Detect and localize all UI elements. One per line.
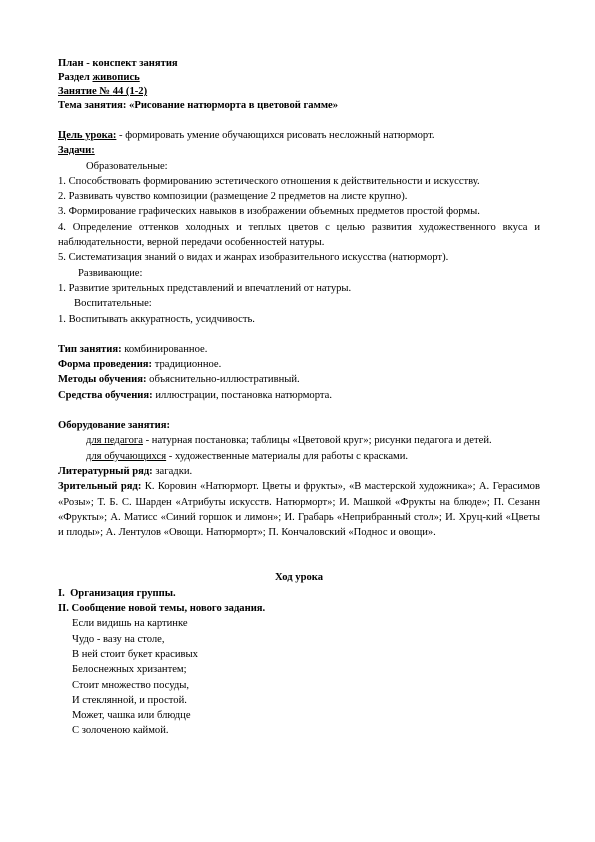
poem-line: Может, чашка или блюдце bbox=[72, 710, 191, 722]
literary-label: Литературный ряд: bbox=[58, 465, 153, 477]
tasks-label: Задачи: bbox=[58, 145, 95, 157]
equipment-students-text: - художественные материалы для работы с красками. bbox=[166, 450, 409, 462]
section-label: Раздел bbox=[58, 72, 90, 83]
lesson-type-line bbox=[58, 342, 540, 357]
poem-line: Белоснежных хризантем; bbox=[72, 664, 187, 676]
equipment-teacher-label: для педагога bbox=[86, 435, 143, 447]
poem-line: Если видишь на картинке bbox=[72, 618, 188, 630]
poem-line: Стоит множество посуды, bbox=[72, 679, 189, 691]
lesson-form-line bbox=[58, 357, 540, 372]
lesson-form-label: Форма проведения: bbox=[58, 359, 153, 371]
poem-line: И стеклянной, и простой. bbox=[72, 694, 187, 706]
educational-item-1: 1. Способствовать формированию эстетического отношения к действительности и искусству. bbox=[58, 175, 480, 187]
lesson-value: 44 (1-2) bbox=[112, 86, 148, 97]
methods-value: объяснительно-иллюстративный. bbox=[146, 374, 300, 386]
educational-item-4: 4. Определение оттенков холодных и теплых цветов с целью развития художественного вкуса и наблюдательности, верной передачи особенностей натуры. bbox=[58, 221, 540, 249]
lesson-label: Занятие № bbox=[58, 86, 111, 97]
means-line bbox=[58, 388, 540, 403]
methods-label: Методы обучения: bbox=[58, 374, 147, 386]
section-line bbox=[58, 71, 540, 85]
poem bbox=[58, 616, 540, 738]
literary-value: загадки. bbox=[152, 465, 193, 477]
doc-heading: План - конспект занятия bbox=[58, 58, 178, 69]
poem-line: С золоченою каймой. bbox=[72, 725, 169, 737]
equipment-label: Оборудование занятия: bbox=[58, 420, 170, 432]
course-title: Ход урока bbox=[274, 572, 324, 584]
goal-label: Цель урока: bbox=[58, 130, 117, 141]
means-label: Средства обучения: bbox=[58, 389, 153, 401]
poem-line: Чудо - вазу на столе, bbox=[72, 633, 165, 645]
educational-item-2: 2. Развивать чувство композиции (размещение 2 предметов на листе крупно). bbox=[58, 191, 408, 203]
lesson-type-value: комбинированное. bbox=[121, 343, 208, 355]
methods-line bbox=[58, 372, 540, 387]
goal-line bbox=[58, 128, 540, 143]
course-item-2: II. Сообщение новой темы, нового задания. bbox=[58, 603, 266, 615]
document-page bbox=[58, 57, 540, 739]
developing-item-1: 1. Развитие зрительных представлений и впечатлений от натуры. bbox=[58, 282, 352, 294]
educational-label: Образовательные: bbox=[86, 160, 168, 172]
equipment-teacher-text: - натурная постановка; таблицы «Цветовой круг»; рисунки педагога и детей. bbox=[142, 435, 492, 447]
section-value: живопись bbox=[92, 72, 140, 83]
visual-value: К. Коровин «Натюрморт. Цветы и фрукты», «В мастерской художника»; А. Герасимов «Розы»; Т. Б. С. Шарден «Атрибуты искусств. Натюрморт»; И. Машкой «Фрукты на блюде»; П. Сезанн «Фрукты»; А. Матисс «Синий горшок и лимон»; И. Грабарь «Неприбранный стол»; И. Хруц-кий «Цветы и плоды»; А. Лентулов «Овощи. Натюрморт»; П. Кончаловский «Поднос и овощи». bbox=[58, 481, 540, 539]
visual-label: Зрительный ряд: bbox=[58, 481, 142, 493]
educational-item-3: 3. Формирование графических навыков в изображении объемных предметов простой формы. bbox=[58, 206, 480, 218]
visual-line bbox=[58, 479, 540, 540]
lesson-form-value: традиционное. bbox=[152, 359, 222, 371]
means-value: иллюстрации, постановка натюрморта. bbox=[152, 389, 332, 401]
topic-line: Тема занятия: «Рисование натюрморта в цветовой гамме» bbox=[58, 100, 339, 111]
literary-line bbox=[58, 464, 540, 479]
goal-text: - формировать умение обучающихся рисовать несложный натюрморт. bbox=[116, 130, 435, 141]
equipment-students bbox=[58, 449, 540, 464]
lesson-type-label: Тип занятия: bbox=[58, 343, 122, 355]
upbringing-item-1: 1. Воспитывать аккуратность, усидчивость. bbox=[58, 313, 255, 325]
upbringing-label: Воспитательные: bbox=[74, 298, 152, 310]
lesson-line bbox=[58, 85, 540, 99]
developing-label: Развивающие: bbox=[78, 267, 143, 279]
equipment-students-label: для обучающихся bbox=[86, 450, 167, 462]
educational-item-5: 5. Систематизация знаний о видах и жанрах изобразительного искусства (натюрморт). bbox=[58, 252, 449, 264]
poem-line: В ней стоит букет красивых bbox=[72, 648, 198, 660]
course-item-1: I. Организация группы. bbox=[58, 587, 176, 599]
equipment-teacher bbox=[58, 433, 540, 448]
